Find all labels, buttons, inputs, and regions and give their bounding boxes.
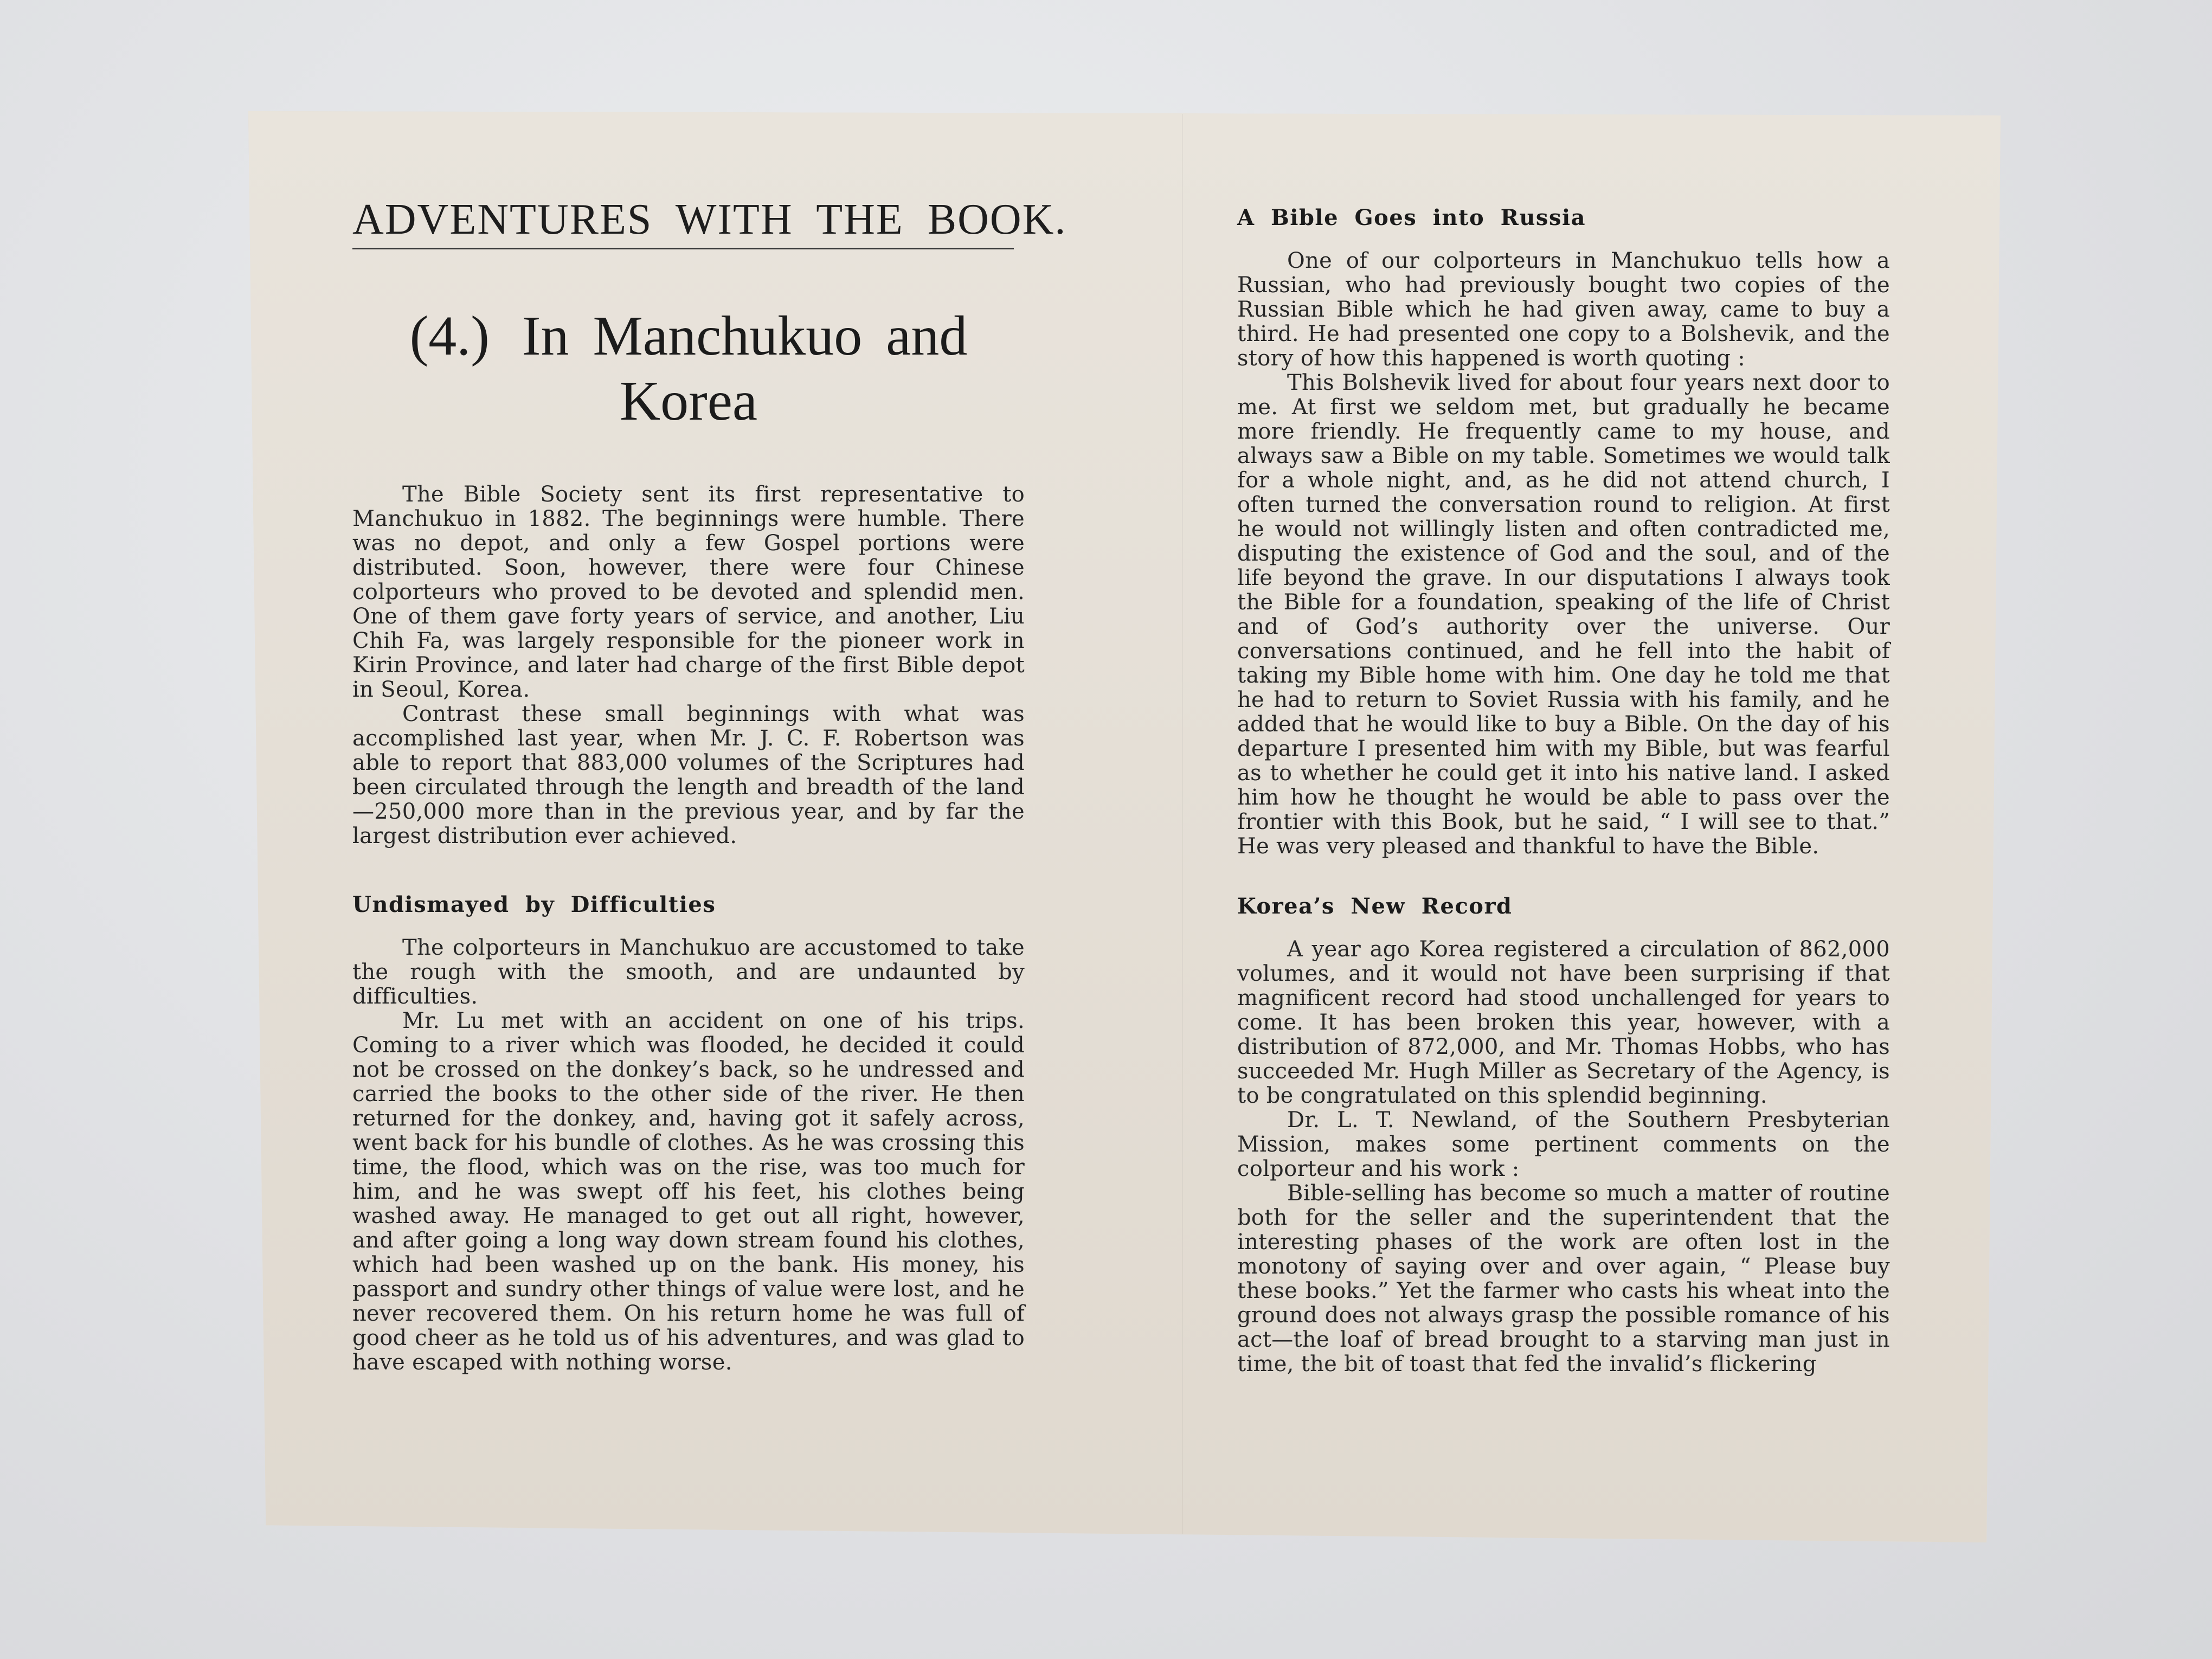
series-title: ADVENTURES WITH THE BOOK.: [352, 196, 1067, 243]
page-fold-line: [1182, 114, 1183, 1534]
title-underline: [352, 248, 1014, 249]
intro-paragraph: Contrast these small beginnings with what was accomplished last year, when Mr. J. C. F. Robertson was able to report that 883,000 volumes of the Scriptures had been circulated through the length and breadth of the land—250,000 more than in the previous year, and by far the largest distribution ever achieved.: [352, 702, 1025, 848]
section-spacer: [352, 848, 1025, 892]
body-paragraph: A year ago Korea registered a circulation of 862,000 volumes, and it would not have been surprising if that magnificent record had stood unchallenged for years to come. It has been broken this year, however, with a distribution of 872,000, and Mr. Thomas Hobbs, who has succeeded Mr. Hugh Miller as Secretary of the Agency, is to be congratulated on this splendid beginning.: [1237, 937, 1890, 1108]
article-title: [352, 304, 1025, 434]
right-column: [1237, 205, 1890, 1377]
left-column: [352, 195, 1067, 1375]
section-heading-russia: A Bible Goes into Russia: [1237, 205, 1586, 230]
article-title-text: In Manchukuo and Korea: [522, 305, 968, 432]
body-paragraph: Dr. L. T. Newland, of the Southern Presbyterian Mission, makes some pertinent comments on the colporteur and his work :: [1237, 1108, 1890, 1181]
body-paragraph: This Bolshevik lived for about four years next door to me. At first we seldom met, but gradually he became more friendly. He frequently came to my house, and always saw a Bible on my table. Sometimes we would talk for a whole night, and, as he did not attend church, I often turned the conversation round to religion. At first he would not willingly listen and often contradicted me, disputing the existence of God and the soul, and of the life beyond the grave. In our disputations I always took the Bible for a foundation, speaking of the life of Christ and of God’s authority over the universe. Our conversations continued, and he fell into the habit of taking my Bible home with him. One day he told me that he had to return to Soviet Russia with his family, and he added that he would like to buy a Bible. On the day of his departure I presented him with my Bible, but was fearful as to whether he could get it into his native land. I asked him how he thought he would be able to pass over the frontier with this Book, but he said, “ I will see to that.” He was very pleased and thankful to have the Bible.: [1237, 370, 1890, 859]
section-spacer: [1237, 859, 1890, 893]
section-heading-undismayed: Undismayed by Difficulties: [352, 892, 716, 917]
article-number: (4.): [409, 305, 490, 367]
body-paragraph: Bible-selling has become so much a matter of routine both for the seller and the superintendent that the interesting phases of the work are often lost in the monotony of saying over and over again, “ Please buy these books.” Yet the farmer who casts his wheat into the ground does not always grasp the possible romance of his act—the loaf of bread brought to a starving man just in time, the bit of toast that fed the invalid’s flickering: [1237, 1181, 1890, 1377]
section-heading-korea: Korea’s New Record: [1237, 893, 1513, 919]
intro-paragraph: The Bible Society sent its first representative to Manchukuo in 1882. The beginnings were humble. There was no depot, and only a few Gospel portions were distributed. Soon, however, there were four Chinese colporteurs who proved to be devoted and splendid men. One of them gave forty years of service, and another, Liu Chih Fa, was largely responsible for the pioneer work in Kirin Province, and later had charge of the first Bible depot in Seoul, Korea.: [352, 482, 1025, 702]
body-paragraph: The colporteurs in Manchukuo are accustomed to take the rough with the smooth, and are undaunted by difficulties.: [352, 935, 1025, 1009]
body-paragraph: One of our colporteurs in Manchukuo tells how a Russian, who had previously bought two copies of the Russian Bible which he had given away, came to buy a third. He had presented one copy to a Bolshevik, and the story of how this happened is worth quoting :: [1237, 248, 1890, 371]
body-paragraph: Mr. Lu met with an accident on one of his trips. Coming to a river which was flooded, he decided it could not be crossed on the donkey’s back, so he undressed and carried the books to the other side of the river. He then returned for the donkey, and, having got it safely across, went back for his bundle of clothes. As he was crossing this time, the flood, which was on the rise, was too much for him, and he was swept off his feet, his clothes being washed away. He managed to get out all right, however, and after going a long way down stream found his clothes, which had been washed up on the bank. His money, his passport and sundry other things of value were lost, and he never recovered them. On his return home he was full of good cheer as he told us of his adventures, and was glad to have escaped with nothing worse.: [352, 1008, 1025, 1375]
